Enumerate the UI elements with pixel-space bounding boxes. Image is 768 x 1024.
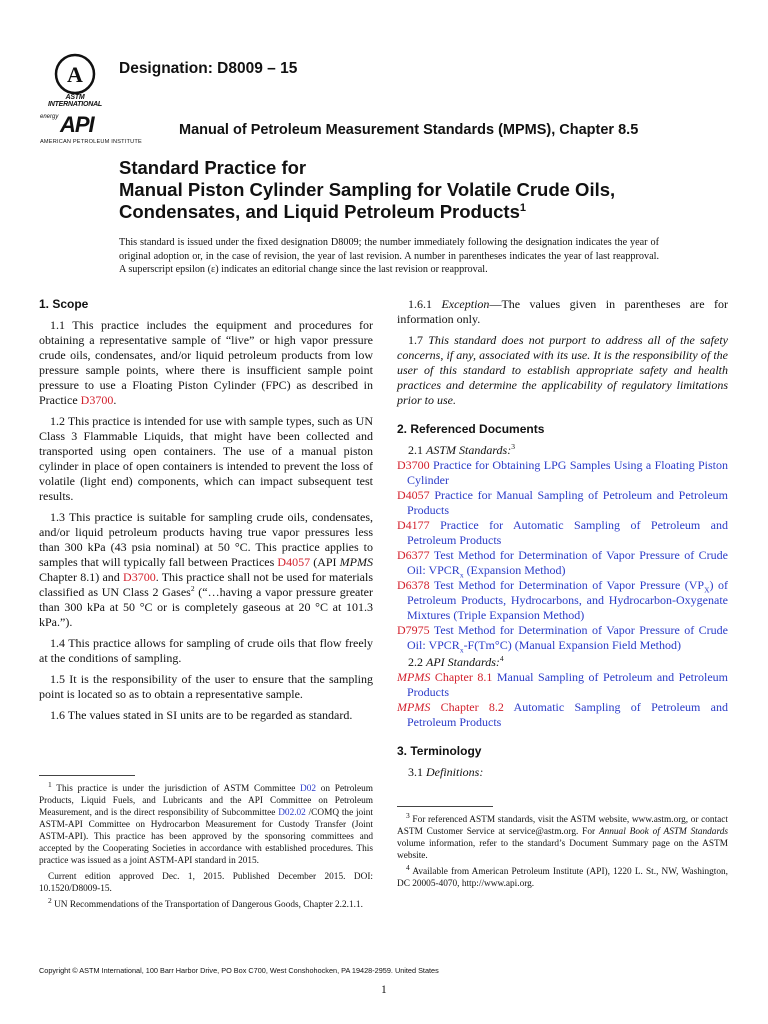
- para-1-6: 1.6 The values stated in SI units are to be regarded as standard.: [50, 708, 353, 722]
- api-logo: [40, 112, 180, 148]
- astm-standards-label: 2.1 ASTM Standards:$^3$: [408, 442, 515, 457]
- title-footnote-mark: 1: [519, 201, 527, 214]
- footnote-rule-left: [39, 775, 135, 776]
- ref-code[interactable]: D3700: [397, 458, 430, 472]
- ref-code[interactable]: D7975: [397, 623, 430, 637]
- ref-link-d4057[interactable]: D4057: [277, 555, 311, 569]
- api-standards-label: 2.2 API Standards:$^4$: [408, 654, 504, 669]
- footnote-rule-right: [397, 806, 493, 807]
- ref-code[interactable]: D4057: [397, 488, 430, 502]
- title-line-2: Manual Piston Cylinder Sampling for Volatile Crude Oils,: [119, 179, 616, 200]
- title-line-1: Standard Practice for: [119, 157, 307, 178]
- footnote-4: $^4$ Available from American Petroleum Institute (API), 1220 L. St., NW, Washington, DC 20005-4070, http://www.api.org.: [397, 862, 728, 889]
- ref-title[interactable]: Practice for Automatic Sampling of Petroleum and Petroleum Products: [407, 518, 728, 547]
- api-logo-text: API: [60, 112, 94, 137]
- ref-item-d7975: [397, 623, 728, 655]
- ref-title[interactable]: Practice for Manual Sampling of Petroleum and Petroleum Products: [407, 488, 729, 517]
- committee-link-d02[interactable]: D02: [300, 784, 317, 794]
- section-scope-heading: 1. Scope: [39, 297, 89, 311]
- designation-note: This standard is issued under the fixed designation D8009; the number immediately following the designation indicates the year of original adoption or, in the case of revision, the year of last revision. A number in parentheses indicates the year of last reapproval. A superscript epsilon (ε) indicates an editorial change since the last revision or reapproval.: [119, 237, 659, 276]
- ref-title[interactable]: Practice for Obtaining LPG Samples Using a Floating Piston Cylinder: [407, 458, 728, 487]
- svg-text:A: A: [67, 62, 83, 87]
- para-1-1: 1.1 This practice includes the equipment and procedures for obtaining a representative sample of “live” or high vapor pressure crude oils, condensates, and/or liquid petroleum products from low pressure sample points, where there is insufficient sample point pressure to use a Floating Piston Cylinder (FPC) as described in Practice D3700.: [39, 318, 373, 407]
- footnote-3: $^3$ For referenced ASTM standards, visit the ASTM website, www.astm.org, or contact ASTM Customer Service at service@astm.org. For Annual Book of ASTM Standards volume information, refer to the standard’s Document Summary page on the ASTM website.: [397, 810, 728, 861]
- ref-title[interactable]: Test Method for Determination of Vapor Pressure $(VP_X)$ of Petroleum Products, Hydrocarbons, and Hydrocarbon-Oxygenate Mixtures (Triple Expansion Method): [407, 578, 728, 622]
- astm-logo: [40, 52, 110, 106]
- copyright-notice: Copyright © ASTM International, 100 Barr Harbor Drive, PO Box C700, West Conshohocken, PA 19428-2959. United States: [39, 966, 439, 975]
- ref-code[interactable]: D6378: [397, 578, 430, 592]
- ref-title[interactable]: Automatic Sampling of Petroleum and Petroleum Products: [407, 700, 729, 729]
- footnote-1-edition: Current edition approved Dec. 1, 2015. Published December 2015. DOI: 10.1520/D8009-15.: [39, 872, 373, 894]
- document-title: [119, 157, 719, 223]
- footnotes-left: [39, 779, 373, 915]
- ref-item-d4057: [397, 488, 729, 518]
- footnotes-right: [397, 810, 728, 894]
- para-1-3: 1.3 This practice is suitable for sampling crude oils, condensates, and/or liquid petroleum products having true vapor pressures less than 300 kPa (43 psia nominal) at 50 °C. This practice applies to samples that will typically fall between Practices D4057 (API MPMS Chapter 8.1) and D3700. This practice shall not be used for materials classified as UN Class 2 Gases$^2$ (“…having a vapor pressure greater than 300 kPa at 50 °C or is completely gaseous at 20 °C at 101.3 kPa.”).: [39, 510, 374, 629]
- ref-code[interactable]: D4177: [397, 518, 430, 532]
- ref-item-mpms-8-2: MPMS Chapter 8.2 Automatic Sampling of Petroleum and Petroleum Products: [397, 700, 729, 729]
- ref-link-d3700[interactable]: D3700: [123, 570, 156, 584]
- section-terminology-heading: 3. Terminology: [397, 744, 482, 758]
- ref-link-d3700[interactable]: D3700: [80, 393, 114, 407]
- para-1-7: 1.7 This standard does not purport to address all of the safety concerns, if any, associated with its use. It is the responsibility of the user of this standard to establish appropriate safety and health practices and determine the applicability of regulatory limitations prior to use.: [397, 333, 728, 407]
- para-1-5: 1.5 It is the responsibility of the user to ensure that the sampling point is located so as to obtain a representative sample.: [39, 672, 373, 701]
- section-referenced-heading: 2. Referenced Documents: [397, 422, 545, 436]
- right-column: [397, 297, 728, 786]
- page-number: 1: [381, 984, 387, 996]
- ref-item-mpms-8-1: MPMS Chapter 8.1 Manual Sampling of Petroleum and Petroleum Products: [397, 670, 729, 699]
- footnote-2: $^2$ UN Recommendations of the Transportation of Dangerous Goods, Chapter 2.2.1.1.: [48, 895, 363, 910]
- mpms-chapter-title: Manual of Petroleum Measurement Standards (MPMS), Chapter 8.5: [179, 122, 639, 138]
- para-1-2: 1.2 This practice is intended for use with sample types, such as UN Class 3 Flammable Liquids, that might have been collected and transported using open containers. The use of a manual piston cylinder in place of open containers is intended to prevent the loss of volatile (light end) components, which can impact subsequent test results.: [39, 414, 373, 503]
- title-line-3: Condensates, and Liquid Petroleum Products$^1$: [119, 201, 527, 222]
- para-3-1: 3.1 Definitions:: [408, 765, 484, 779]
- designation: Designation: D8009 – 15: [119, 60, 298, 77]
- ref-title[interactable]: Test Method for Determination of Vapor Pressure of Crude Oil: $VPCR_x$ (Expansion Method): [407, 548, 728, 580]
- ref-code[interactable]: D6377: [397, 548, 430, 562]
- ref-item-d3700: [397, 458, 728, 488]
- para-1-6-1: 1.6.1 Exception—The values given in parentheses are for information only.: [397, 297, 729, 326]
- footnote-1: $^1$ This practice is under the jurisdiction of ASTM Committee D02 on Petroleum Products, Liquid Fuels, and Lubricants and the API Committee on Petroleum Measurement, and is the direct responsibility of Subcommittee D02.02 /COMQ the joint ASTM-API Committee on Hydrocarbon Measurement for Custody Transfer (Joint ASTM-API). This practice has been approved by the sponsoring committees and accepted by the Cooperating Societies in accordance with established procedures. This practice was issued as a joint ASTM-API standard in 2015.: [39, 779, 373, 866]
- left-column: [39, 297, 373, 729]
- para-1-4: 1.4 This practice allows for sampling of crude oils that flow freely at the conditions of sampling.: [39, 636, 373, 665]
- astm-logo-text: ASTM INTERNATIONAL: [47, 94, 103, 108]
- ref-item-d4177: [397, 518, 728, 548]
- ref-title[interactable]: Manual Sampling of Petroleum and Petroleum Products: [407, 670, 729, 699]
- subcommittee-link-d02-02[interactable]: D02.02: [278, 808, 306, 818]
- ref-item-d6378: [397, 578, 728, 623]
- ref-title[interactable]: Test Method for Determination of Vapor Pressure of Crude Oil: $VPCR_x-F(Tm^\circ C)$ (Manual Expansion Field Method): [407, 623, 728, 655]
- ref-code[interactable]: Chapter 8.1: [434, 670, 493, 684]
- ref-item-d6377: [397, 548, 728, 580]
- api-institute-text: AMERICAN PETROLEUM INSTITUTE: [40, 139, 142, 145]
- api-energy-text: energy: [40, 114, 59, 120]
- ref-code[interactable]: Chapter 8.2: [440, 700, 504, 714]
